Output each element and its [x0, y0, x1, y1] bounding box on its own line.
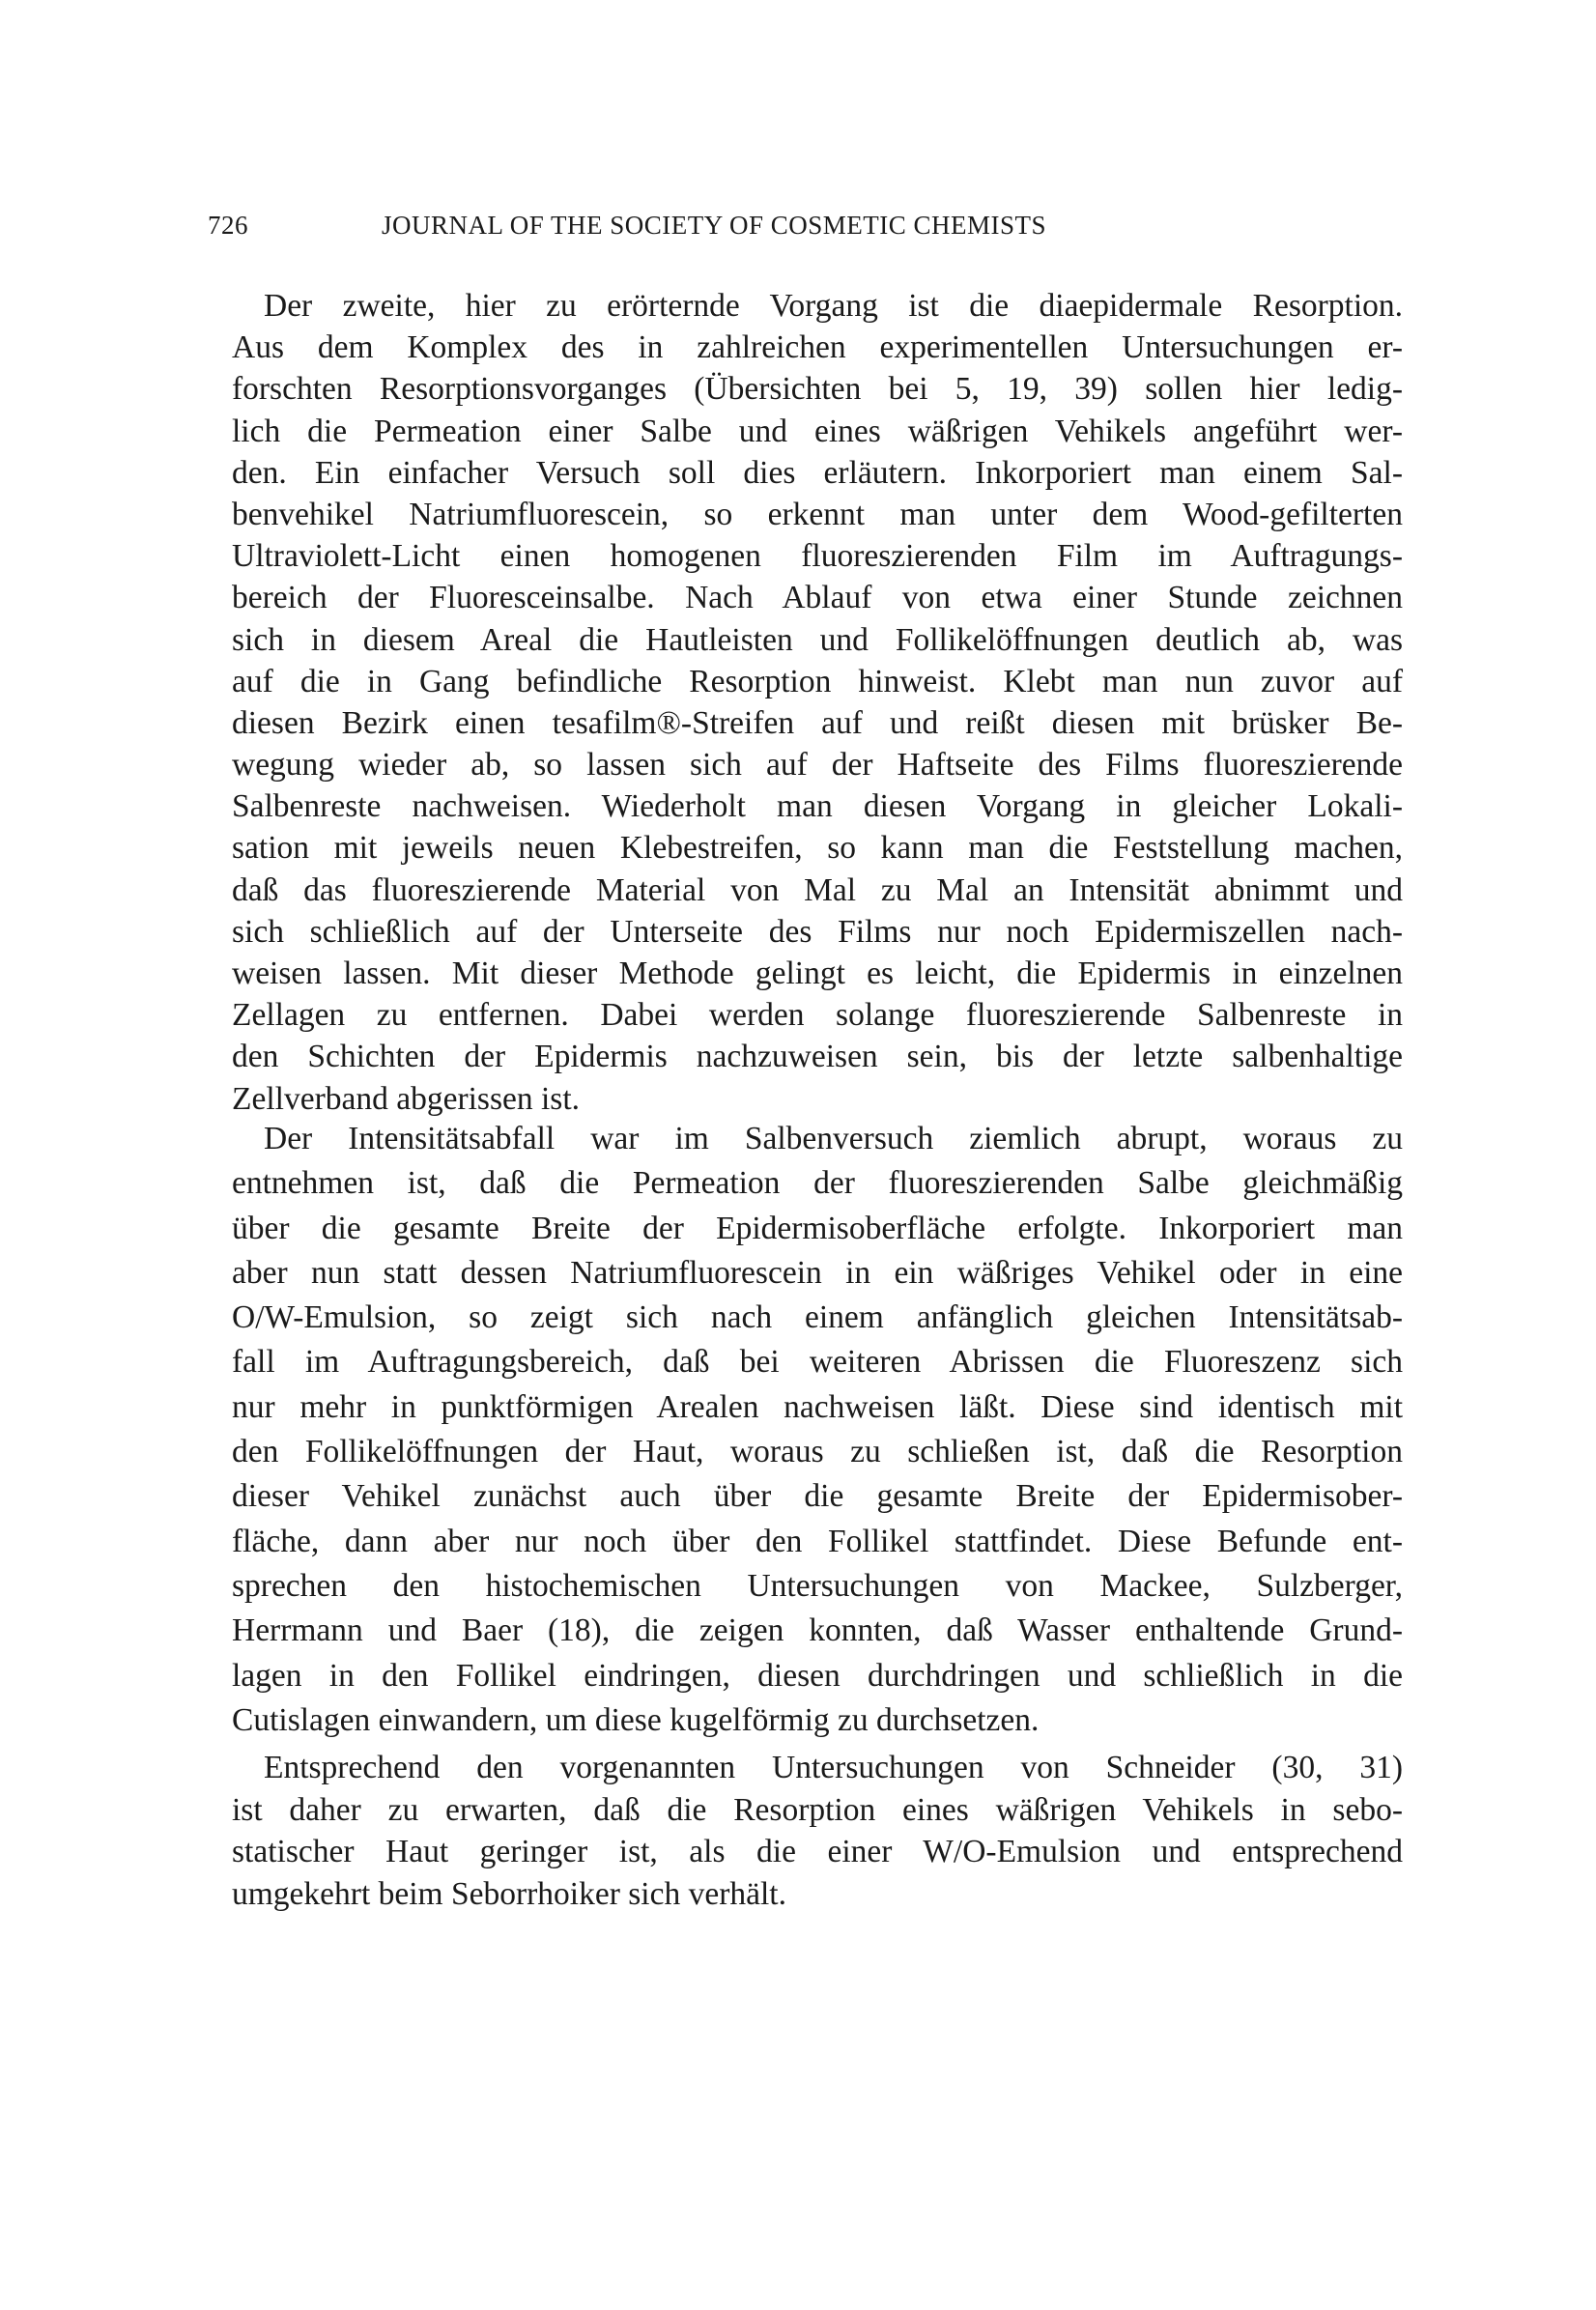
text-line: Der zweite, hier zu erörternde Vorgang ist die diaepidermale Resorption.: [264, 288, 1403, 324]
text-line: weisen lassen. Mit dieser Methode gelingt es leicht, die Epidermis in einzelnen: [232, 955, 1403, 991]
text-line: auf die in Gang befindliche Resorption hinweist. Klebt man nun zuvor auf: [232, 663, 1403, 699]
text-line: wegung wieder ab, so lassen sich auf der Haftseite des Films fluoreszierende: [232, 747, 1403, 784]
text-line: Herrmann und Baer (18), die zeigen konnten, daß Wasser enthaltende Grund-: [232, 1612, 1403, 1649]
text-line: über die gesamte Breite der Epidermisoberfläche erfolgte. Inkorporiert man: [232, 1210, 1403, 1246]
text-line: Ultraviolett-Licht einen homogenen fluoreszierenden Film im Auftragungs-: [232, 538, 1403, 575]
text-line: Cutislagen einwandern, um diese kugelförmig zu durchsetzen.: [232, 1701, 1040, 1738]
paragraph: [232, 1117, 1403, 1743]
text-line: den Schichten der Epidermis nachzuweisen sein, bis der letzte salbenhaltige: [232, 1039, 1403, 1075]
text-line: den. Ein einfacher Versuch soll dies erläutern. Inkorporiert man einem Sal-: [232, 454, 1403, 491]
text-line: Zellagen zu entfernen. Dabei werden solange fluoreszierende Salbenreste in: [232, 997, 1403, 1034]
text-line: benvehikel Natriumfluorescein, so erkennt man unter dem Wood-gefilterten: [232, 496, 1403, 532]
text-line: daß das fluoreszierende Material von Mal zu Mal an Intensität abnimmt und: [232, 871, 1403, 908]
text-line: Entsprechend den vorgenannten Untersuchungen von Schneider (30, 31): [264, 1750, 1403, 1785]
text-line: dieser Vehikel zunächst auch über die gesamte Breite der Epidermisober-: [232, 1478, 1403, 1515]
page-number: 726: [208, 211, 248, 240]
text-line: sich schließlich auf der Unterseite des Films nur noch Epidermiszellen nach-: [232, 913, 1403, 950]
text-line: lagen in den Follikel eindringen, diesen durchdringen und schließlich in die: [232, 1657, 1403, 1694]
text-line: statischer Haut geringer ist, als die einer W/O-Emulsion und entsprechend: [232, 1834, 1403, 1869]
text-line: lich die Permeation einer Salbe und eines wäßrigen Vehikels angeführt wer-: [232, 413, 1403, 449]
text-line: forschten Resorptionsvorganges (Übersichten bei 5, 19, 39) sollen hier ledig-: [232, 371, 1403, 408]
text-line: Der Intensitätsabfall war im Salbenversuch ziemlich abrupt, woraus zu: [264, 1121, 1403, 1156]
text-line: nur mehr in punktförmigen Arealen nachweisen läßt. Diese sind identisch mit: [232, 1388, 1403, 1425]
paragraph: [232, 1747, 1403, 1915]
text-line: aber nun statt dessen Natriumfluorescein in ein wäßriges Vehikel oder in eine: [232, 1254, 1403, 1291]
text-line: sprechen den histochemischen Untersuchungen von Mackee, Sulzberger,: [232, 1567, 1403, 1604]
text-line: diesen Bezirk einen tesafilm®-Streifen auf und reißt diesen mit brüsker Be-: [232, 704, 1403, 741]
text-line: bereich der Fluoresceinsalbe. Nach Ablauf von etwa einer Stunde zeichnen: [232, 580, 1403, 616]
text-line: fläche, dann aber nur noch über den Follikel stattfindet. Diese Befunde ent-: [232, 1523, 1403, 1559]
text-line: Zellverband abgerissen ist.: [232, 1080, 581, 1117]
paragraph: [232, 285, 1403, 1120]
text-line: den Follikelöffnungen der Haut, woraus zu schließen ist, daß die Resorption: [232, 1434, 1403, 1470]
text-line: Aus dem Komplex des in zahlreichen experimentellen Untersuchungen er-: [232, 329, 1403, 366]
text-line: Salbenreste nachweisen. Wiederholt man diesen Vorgang in gleicher Lokali-: [232, 788, 1403, 825]
text-line: sich in diesem Areal die Hautleisten und Follikelöffnungen deutlich ab, was: [232, 621, 1403, 658]
text-line: fall im Auftragungsbereich, daß bei weiteren Abrissen die Fluoreszenz sich: [232, 1344, 1403, 1381]
text-line: sation mit jeweils neuen Klebestreifen, so kann man die Feststellung machen,: [232, 830, 1403, 867]
text-line: entnehmen ist, daß die Permeation der fluoreszierenden Salbe gleichmäßig: [232, 1165, 1403, 1202]
text-line: ist daher zu erwarten, daß die Resorption eines wäßrigen Vehikels in sebo-: [232, 1791, 1403, 1828]
text-line: umgekehrt beim Seborrhoiker sich verhält.: [232, 1875, 786, 1912]
text-line: O/W-Emulsion, so zeigt sich nach einem anfänglich gleichen Intensitätsab-: [232, 1299, 1403, 1336]
running-header-journal-title: JOURNAL OF THE SOCIETY OF COSMETIC CHEMISTS: [382, 211, 1047, 240]
